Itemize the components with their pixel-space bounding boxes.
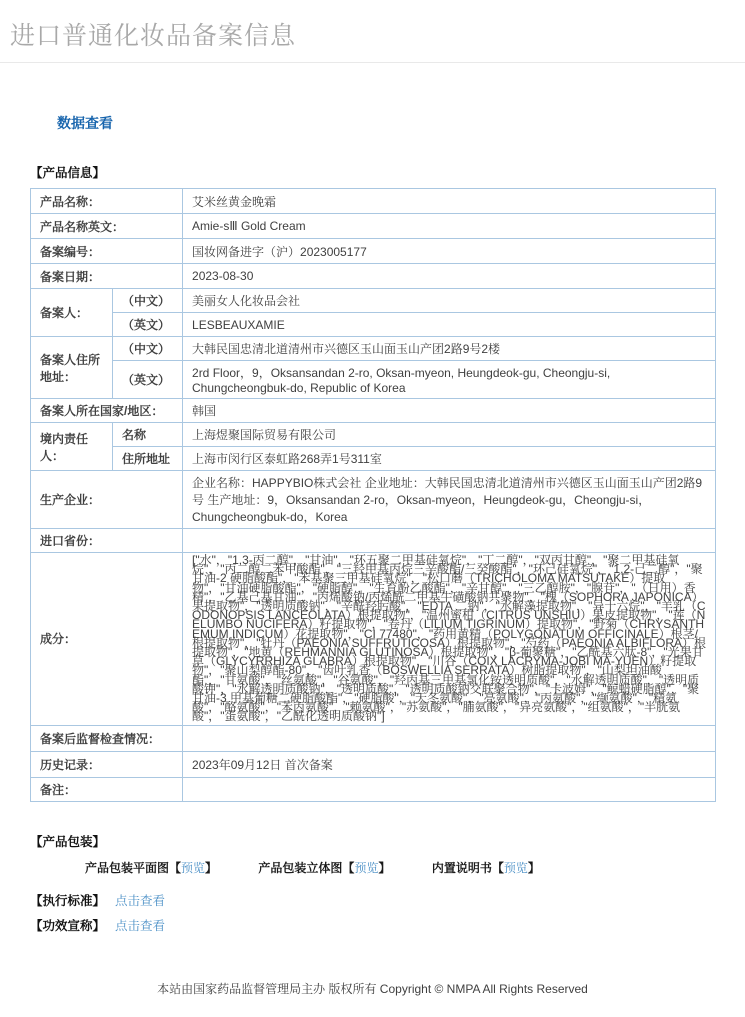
table-row-filer-country	[31, 399, 716, 423]
section-product-info: 【产品信息】	[30, 166, 106, 180]
package-manual-item	[432, 861, 540, 875]
sub-label-en: （英文）	[113, 313, 183, 337]
package-flat-item	[85, 861, 220, 875]
efficacy-claim-view-link[interactable]: 点击查看	[115, 918, 166, 933]
row-value: 美丽女人化妆品会社	[183, 289, 716, 313]
row-label: 境内责任人：	[31, 423, 113, 471]
row-value: Amie-sⅢ Gold Cream	[183, 214, 716, 239]
bracket-close: 】	[527, 860, 540, 875]
row-value: 上海煜聚国际贸易有限公司	[183, 423, 716, 447]
row-value: 大韩民国忠清北道清州市兴德区玉山面玉山产团2路9号2楼	[183, 337, 716, 361]
package-manual-preview-link[interactable]: 预览	[503, 860, 528, 875]
table-row-product-name-en	[31, 214, 716, 239]
row-label: 备案编号：	[31, 239, 183, 264]
row-label: 备案日期：	[31, 264, 183, 289]
package-links	[85, 859, 745, 876]
ingredients-value: ["水"，"1,3-丙二醇"，"甘油"，"环五聚二甲基硅氧烷"，"丁二醇"，"双丙甘醇"，"聚二甲基硅氧烷"，"丙二醇二苯甲酸酯"，"三羟甲基丙烷三辛酸酯/三癸酸酯"，"环己硅氧烷"，"1,2-己二醇"，"聚甘油-2 硬脂酸酯"，"苯基聚三甲基硅氧烷"，"松口蘑（TRICHOLOMA MATSUTAKE）提取物"，"甘油硬脂酸酯"，"硬脂醇"，"生育酚乙酸酯"，"辛甘醇"，"三乙醇胺"，"腺苷"，"（日用）香精"，"乙基己基甘油"，"丙烯酸钠/丙烯酰二甲基牛磺酸钠共聚物"，"槐（SOPHORA JAPONICA）果提取物"，"透明质酸钠"，"辛酰羟肟酸"，"EDTA 二钠"，"水解藻提取物"，"异十六烷"，"羊乳（CODONOPSIS LANCEOLATA）根提取物"，"温州蜜柑（CITRUS UNSHIU）果皮提取物"，"莲（NELUMBO NUCIFERA）籽提取物"，"卷丹（LILIUM TIGRINUM）提取物"，"野菊（CHRYSANTHEMUM INDICUM）花提取物"，"CI 77480"，"药用黄精（POLYGONATUM OFFICINALE）根茎/根提取物"，"牡丹（PAEONIA SUFFRUTICOSA）根提取物"，"芍药（PAEONIA ALBIFLORA）根提取物"，"地黄（REHMANNIA GLUTINOSA）根提取物"，"β-葡聚糖"，"乙酰基六肽-8"，"光果甘草（GLYCYRRHIZA GLABRA）根提取物"，"川谷（COIX LACRYMA-JOBI MA-YUEN）籽提取物"，"聚山梨醇酯-80"，"齿叶乳香（BOSWELLIA SERRATA）树脂提取物"，"山梨坦油酸酯"，"甘氨酸"，"丝氨酸"，"谷氨酸"，"羟丙基三甲基氯化铵透明质酸"，"水解透明质酸"，"透明质酸钾"，"水解透明质酸钠"，"透明质酸"，"透明质酸钠交联聚合物"，"卡波姆"，"鲸蜡硬脂醇"，"聚甘油-3 甲基葡糖二硬脂酸酯"，"硬脂酸"，"天冬氨酸"，"亮氨酸"，"丙氨酸"，"缬氨酸"，"精氨酸"，"酪氨酸"，"苯丙氨酸"，"赖氨酸"，"苏氨酸"，"脯氨酸"，"异亮氨酸"，"组氨酸"，"半胱氨酸"，"蛋氨酸"，"乙酰化透明质酸钠"]	[183, 553, 716, 726]
row-value: 2023年09月12日 首次备案	[183, 751, 716, 777]
row-label: 产品名称英文：	[31, 214, 183, 239]
table-row-history	[31, 751, 716, 777]
row-label: 生产企业：	[31, 471, 183, 529]
table-row-filing-no	[31, 239, 716, 264]
bracket-open: 【	[342, 860, 355, 875]
footer-copyright: 本站由国家药品监督管理局主办 版权所有 Copyright © NMPA All Rights Reserved	[157, 981, 588, 996]
efficacy-claim-row	[30, 916, 745, 934]
row-value: 2023-08-30	[183, 264, 716, 289]
table-row-filer-address-cn	[31, 337, 716, 361]
package-manual-label: 内置说明书	[431, 860, 492, 875]
table-row-ingredients	[31, 553, 716, 726]
row-value	[183, 725, 716, 751]
bracket-close: 】	[205, 860, 218, 875]
bracket-close: 】	[378, 860, 391, 875]
table-row-domestic-address	[31, 447, 716, 471]
exec-standard-label: 【执行标准】	[30, 893, 106, 908]
row-label: 备注：	[31, 777, 183, 801]
package-stereo-preview-link[interactable]: 预览	[354, 860, 379, 875]
row-value	[183, 529, 716, 553]
package-flat-preview-link[interactable]: 预览	[181, 860, 206, 875]
table-row-filer-cn	[31, 289, 716, 313]
row-value: 艾米丝黄金晚霜	[183, 189, 716, 214]
tab-data-view[interactable]: 数据查看	[57, 115, 113, 131]
section-product-package: 【产品包装】	[30, 834, 106, 849]
product-info-table	[30, 188, 716, 802]
row-label: 备案人住所地址：	[31, 337, 113, 399]
table-row-import-province	[31, 529, 716, 553]
table-row-post-filing-check	[31, 725, 716, 751]
row-value: 2rd Floor，9，Oksansandan 2-ro, Oksan-myeon, Heungdeok-gu, Cheongju-si, Chungcheongbuk-do, Republic of Korea	[183, 361, 716, 399]
efficacy-claim-label: 【功效宣称】	[30, 918, 106, 933]
package-flat-label: 产品包装平面图	[85, 860, 170, 875]
row-value: 上海市闵行区泰虹路268弄1号311室	[183, 447, 716, 471]
table-row-filing-date	[31, 264, 716, 289]
bracket-open: 【	[491, 860, 504, 875]
package-stereo-item	[258, 861, 393, 875]
sub-label-en: （英文）	[113, 361, 183, 399]
row-value: 企业名称：HAPPYBIO株式会社 企业地址：大韩民国忠清北道清州市兴德区玉山面玉山产团2路9号 生产地址：9，Oksansandan 2-ro，Oksan-myeon，Heungdeok-gu，Cheongju-si，Chungcheongbuk-do，Korea	[183, 471, 716, 529]
exec-standard-row	[30, 891, 745, 909]
table-row-domestic-name	[31, 423, 716, 447]
row-label: 产品名称：	[31, 189, 183, 214]
sub-label-name: 名称	[113, 423, 183, 447]
table-row-filer-en	[31, 313, 716, 337]
table-row-remark	[31, 777, 716, 801]
row-label: 进口省份：	[31, 529, 183, 553]
row-label: 成分：	[31, 553, 183, 726]
row-label: 备案人：	[31, 289, 113, 337]
row-value: LESBEAUXAMIE	[183, 313, 716, 337]
bracket-open: 【	[169, 860, 182, 875]
sub-label-cn: （中文）	[113, 289, 183, 313]
row-label: 历史记录：	[31, 751, 183, 777]
row-label: 备案人所在国家/地区：	[31, 399, 183, 423]
row-value: 国妆网备进字（沪）2023005177	[183, 239, 716, 264]
sub-label-address: 住所地址	[113, 447, 183, 471]
package-stereo-label: 产品包装立体图	[258, 860, 343, 875]
tab-bar	[57, 113, 745, 133]
row-value	[183, 777, 716, 801]
exec-standard-view-link[interactable]: 点击查看	[115, 893, 166, 908]
page-title: 进口普通化妆品备案信息	[10, 22, 297, 50]
table-row-manufacturer	[31, 471, 716, 529]
sub-label-cn: （中文）	[113, 337, 183, 361]
row-value: 韩国	[183, 399, 716, 423]
table-row-filer-address-en	[31, 361, 716, 399]
title-divider	[0, 62, 745, 63]
table-row-product-name	[31, 189, 716, 214]
row-label: 备案后监督检查情况：	[31, 725, 183, 751]
